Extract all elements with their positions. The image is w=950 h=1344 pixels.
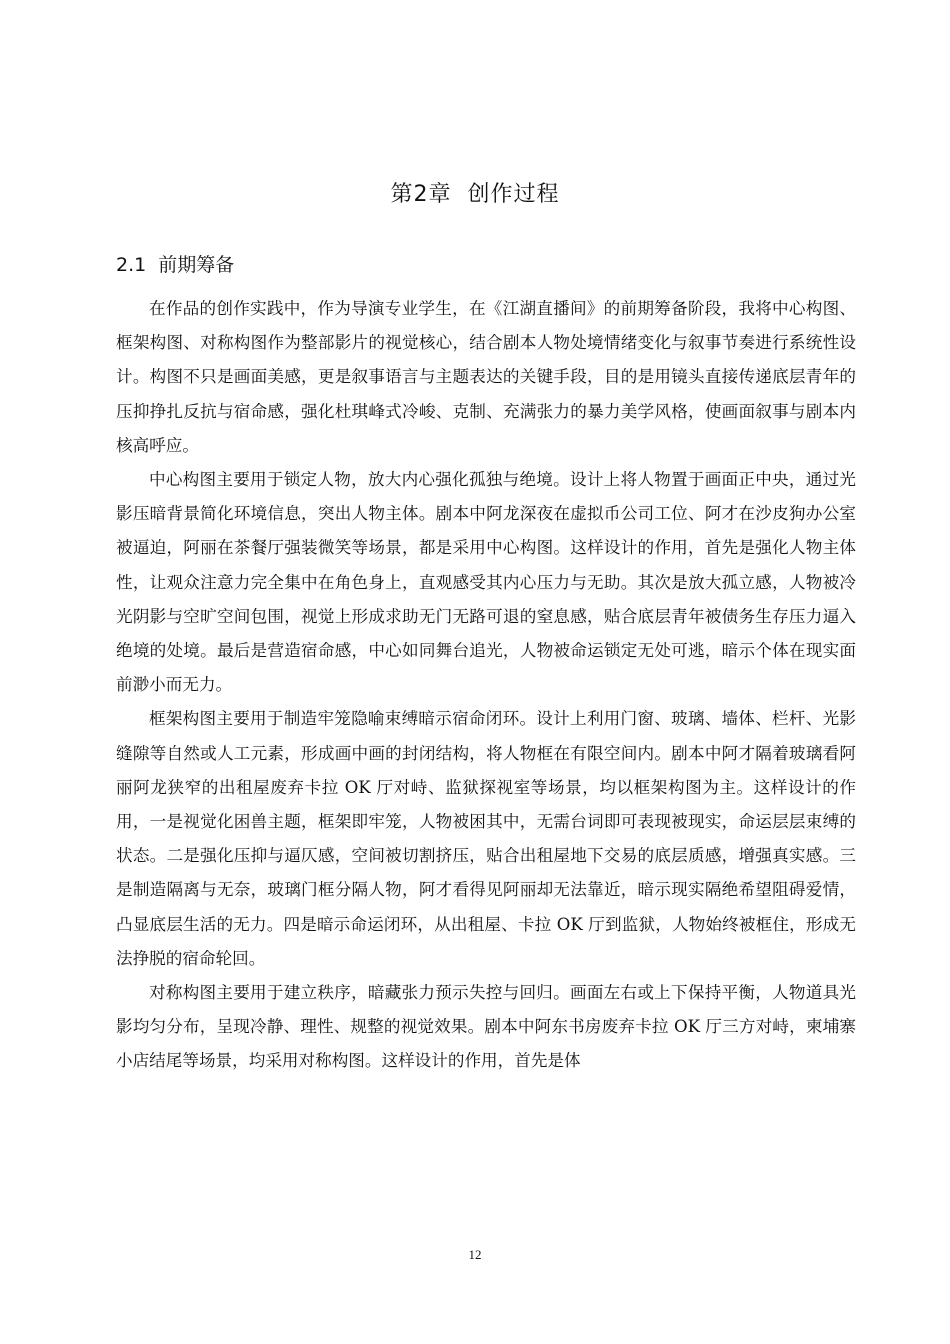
page-number: 12 <box>468 1247 482 1262</box>
paragraph: 对称构图主要用于建立秩序，暗藏张力预示失控与回归。画面左右或上下保持平衡，人物道具光影均匀分布，呈现冷静、理性、规整的视觉效果。剧本中阿东书房废弃卡拉 OK 厅三方对峙，柬埔寨小店结尾等场景，均采用对称构图。这样设计的作用，首先是体 <box>116 983 856 1071</box>
paragraph: 在作品的创作实践中，作为导演专业学生，在《江湖直播间》的前期筹备阶段，我将中心构图、框架构图、对称构图作为整部影片的视觉核心，结合剧本人物处境情绪变化与叙事节奏进行系统性设计。构图不只是画面美感，更是叙事语言与主题表达的关键手段，目的是用镜头直接传递底层青年的压抑挣扎反抗与宿命感，强化杜琪峰式冷峻、克制、充满张力的暴力美学风格，使画面叙事与剧本内核高呼应。 <box>116 299 856 455</box>
paragraph: 中心构图主要用于锁定人物，放大内心强化孤独与绝境。设计上将人物置于画面正中央，通过光影压暗背景简化环境信息，突出人物主体。剧本中阿龙深夜在虚拟币公司工位、阿才在沙皮狗办公室被逼迫，阿丽在茶餐厅强装微笑等场景，都是采用中心构图。这样设计的作用，首先是强化人物主体性，让观众注意力完全集中在角色身上，直观感受其内心压力与无助。其次是放大孤立感，人物被冷光阴影与空旷空间包围，视觉上形成求助无门无路可退的窒息感，贴合底层青年被债务生存压力逼入绝境的处境。最后是营造宿命感，中心如同舞台追光，人物被命运锁定无处可逃，暗示个体在现实面前渺小而无力。 <box>116 470 856 695</box>
section-title: 2.1 前期筹备 <box>116 254 235 276</box>
paragraph: 框架构图主要用于制造牢笼隐喻束缚暗示宿命闭环。设计上利用门窗、玻璃、墙体、栏杆、光影缝隙等自然或人工元素，形成画中画的封闭结构，将人物框在有限空间内。剧本中阿才隔着玻璃看阿丽阿龙狭窄的出租屋废弃卡拉 OK 厅对峙、监狱探视室等场景，均以框架构图为主。这样设计的作用，一是视觉化困兽主题，框架即牢笼，人物被困其中，无需台词即可表现被现实，命运层层束缚的状态。二是强化压抑与逼仄感，空间被切割挤压，贴合出租屋地下交易的底层质感，增强真实感。三是制造隔离与无奈，玻璃门框分隔人物，阿才看得见阿丽却无法靠近，暗示现实隔绝希望阻碍爱情，凸显底层生活的无力。四是暗示命运闭环，从出租屋、卡拉 OK 厅到监狱，人物始终被框住，形成无法挣脱的宿命轮回。 <box>116 709 856 968</box>
chapter-title: 第2章 创作过程 <box>390 182 560 207</box>
body-text <box>116 292 856 1079</box>
